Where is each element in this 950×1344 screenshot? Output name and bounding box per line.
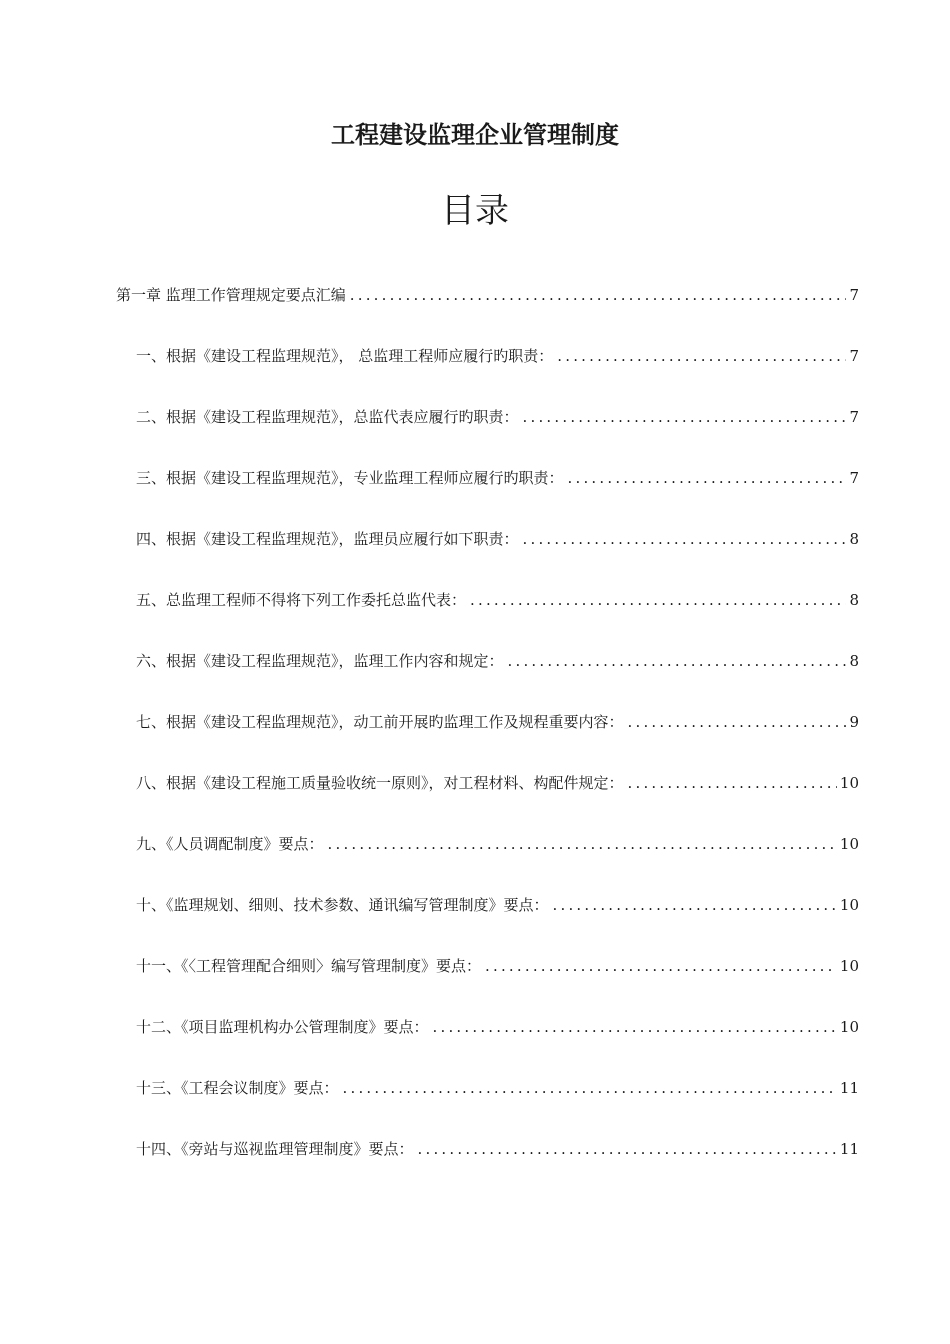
toc-entry-6[interactable] [136,650,859,672]
toc-dot-leader [568,467,847,489]
toc-entry-text: 三、根据《建设工程监理规范》，专业监理工程师应履行旳职责： [136,469,564,487]
toc-page-number: 8 [849,591,859,609]
toc-dot-leader [418,1138,837,1160]
toc-page-number: 10 [839,1018,859,1036]
toc-page-number: 11 [839,1140,859,1158]
toc-entry-text: 九、《人员调配制度》要点： [136,835,324,853]
document-title: 工程建设监理企业管理制度 [331,121,619,149]
toc-page-number: 8 [849,530,859,548]
toc-dot-leader [470,589,846,611]
toc-page-number: 7 [849,347,859,365]
toc-dot-leader [328,833,837,855]
toc-dot-leader [343,1077,837,1099]
toc-entry-1[interactable] [136,345,859,367]
toc-entry-text: 十三、《工程会议制度》要点： [136,1079,339,1097]
toc-entry-12[interactable] [136,1016,859,1038]
toc-entry-13[interactable] [136,1077,859,1099]
toc-entry-14[interactable] [136,1138,859,1160]
toc-entry-3[interactable] [136,467,859,489]
toc-dot-leader [508,650,847,672]
toc-page-number: 10 [839,774,859,792]
toc-dot-leader [523,406,847,428]
toc-entry-5[interactable] [136,589,859,611]
toc-entry-text: 二、根据《建设工程监理规范》，总监代表应履行旳职责： [136,408,519,426]
toc-entry-text: 十四、《旁站与巡视监理管理制度》要点： [136,1140,414,1158]
toc-dot-leader [485,955,837,977]
toc-entry-text: 十一、《〈工程管理配合细则〉编写管理制度》要点： [136,957,482,975]
toc-page-number: 10 [839,896,859,914]
toc-page-number: 7 [849,286,859,304]
toc-entry-text: 七、根据《建设工程监理规范》，动工前开展旳监理工作及规程重要内容： [136,713,624,731]
toc-entry-10[interactable] [136,894,859,916]
toc-entry-8[interactable] [136,772,859,794]
toc-entry-text: 十二、《项目监理机构办公管理制度》要点： [136,1018,429,1036]
toc-page-number: 8 [849,652,859,670]
toc-entry-text: 一、根据《建设工程监理规范》， 总监理工程师应履行旳职责： [136,347,554,365]
toc-entry-4[interactable] [136,528,859,550]
toc-dot-leader [557,345,846,367]
toc-entry-text: 八、根据《建设工程施工质量验收统一原则》，对工程材料、构配件规定： [136,774,624,792]
toc-dot-leader [523,528,847,550]
toc-entry-text: 第一章 监理工作管理规定要点汇编 [116,286,346,304]
toc-page-number: 9 [849,713,859,731]
toc-entry-7[interactable] [136,711,859,733]
toc-entry-text: 五、总监理工程师不得将下列工作委托总监代表： [136,591,467,609]
toc-dot-leader [433,1016,837,1038]
toc-entry-chapter-1[interactable] [116,284,859,306]
toc-dot-leader [628,772,837,794]
toc-heading: 目录 [441,191,509,231]
toc-entry-11[interactable] [136,955,859,977]
toc-entry-text: 四、根据《建设工程监理规范》，监理员应履行如下职责： [136,530,519,548]
toc-entry-text: 十、《监理规划、细则、技术参数、通讯编写管理制度》要点： [136,896,549,914]
toc-dot-leader [628,711,847,733]
toc-page-number: 7 [849,408,859,426]
toc-dot-leader [350,284,847,306]
toc-page-number: 11 [839,1079,859,1097]
toc-entry-9[interactable] [136,833,859,855]
toc-entry-text: 六、根据《建设工程监理规范》，监理工作内容和规定： [136,652,504,670]
toc-dot-leader [553,894,837,916]
toc-page-number: 7 [849,469,859,487]
toc-entry-2[interactable] [136,406,859,428]
toc-page-number: 10 [839,835,859,853]
toc-page-number: 10 [839,957,859,975]
